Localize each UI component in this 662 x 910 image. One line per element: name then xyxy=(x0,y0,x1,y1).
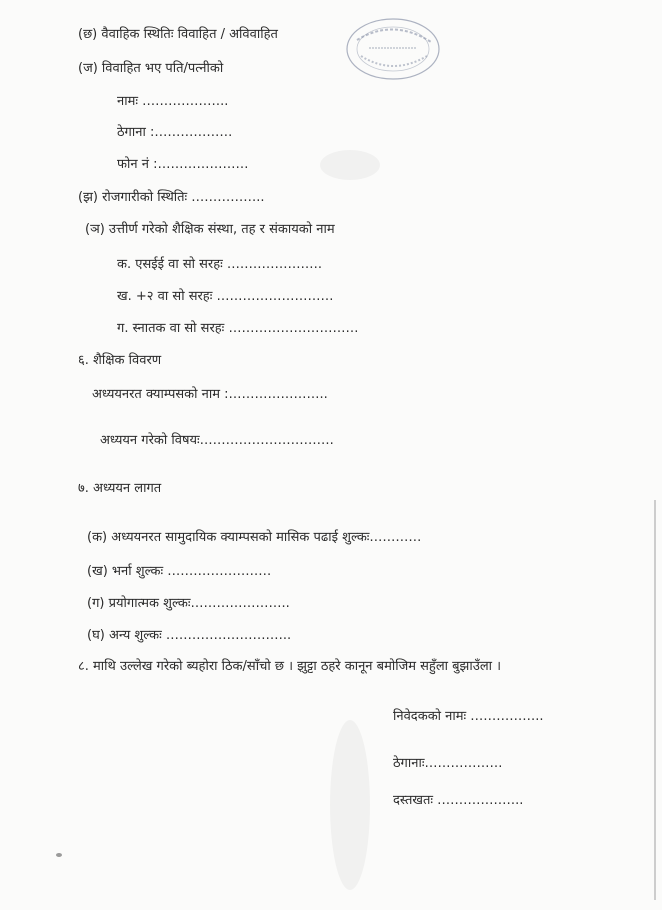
marital-status: (छ) वैवाहिक स्थितिः विवाहित / अविवाहित xyxy=(78,27,278,42)
admission-fee: (ख) भर्ना शुल्कः …………………… xyxy=(87,564,272,579)
spouse-phone: फोन नं :………………… xyxy=(117,157,249,172)
see-level: क. एसईई वा सो सरहः …………………. xyxy=(117,257,323,272)
applicant-address: ठेगानाः……………… xyxy=(393,756,503,771)
scan-speck xyxy=(56,853,62,857)
applicant-signature: दस्तखतः ……………….. xyxy=(393,793,524,808)
scan-shade xyxy=(320,150,380,180)
other-fee: (घ) अन्य शुल्कः ……………………….. xyxy=(87,628,292,643)
study-subject: अध्ययन गरेको विषयः…………………………. xyxy=(100,433,334,448)
monthly-fee: (क) अध्ययनरत सामुदायिक क्याम्पसको मासिक पढाई शुल्कः………… xyxy=(87,530,422,545)
campus-name: अध्ययनरत क्याम्पसको नाम :………………….. xyxy=(92,387,328,402)
bachelor-level: ग. स्नातक वा सो सरहः ………………………… xyxy=(117,321,359,336)
spouse-name: नामः ……………….. xyxy=(117,94,229,109)
section6-title: ६. शैक्षिक विवरण xyxy=(78,353,162,368)
page-edge-shadow xyxy=(654,500,656,900)
applicant-name: निवेदकको नामः …………….. xyxy=(393,709,544,724)
spouse-heading: (ज) विवाहित भए पति/पत्नीको xyxy=(78,61,224,76)
office-stamp xyxy=(343,16,443,82)
scan-shade xyxy=(330,720,370,890)
section7-title: ७. अध्ययन लागत xyxy=(78,481,162,496)
practical-fee: (ग) प्रयोगात्मक शुल्कः………………….. xyxy=(87,596,290,611)
institutions-heading: (ञ) उत्तीर्ण गरेको शैक्षिक संस्था, तह र संकायको नाम xyxy=(85,222,335,237)
declaration: ८. माथि उल्लेख गरेको ब्यहोरा ठिक/साँचो छ । झुट्टा ठहरे कानून बमोजिम सहुँला बुझाउँला । xyxy=(78,659,502,674)
plus-two-level: ख. +२ वा सो सरहः ……………………… xyxy=(117,289,334,304)
spouse-address: ठेगाना :……………… xyxy=(117,125,233,140)
employment-status: (झ) रोजगारीको स्थितिः …………….. xyxy=(78,190,265,205)
